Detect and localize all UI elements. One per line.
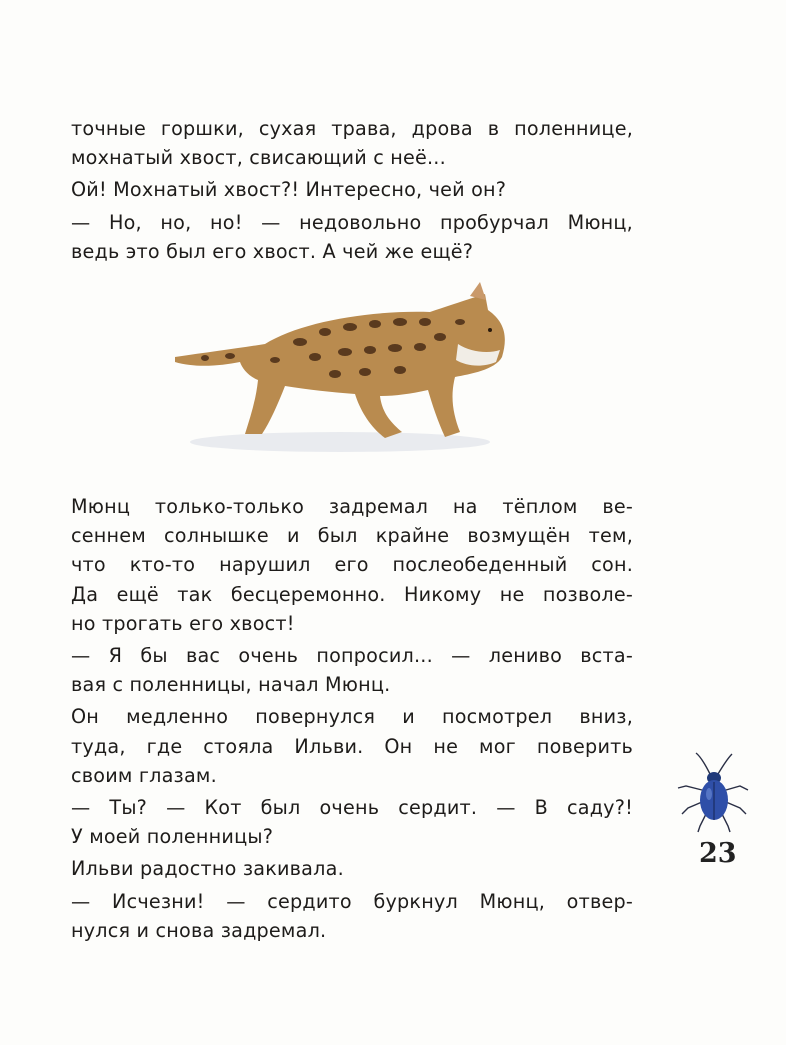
paragraph	[71, 854, 633, 883]
cat-eye	[488, 328, 492, 332]
cat-illustration	[170, 282, 520, 462]
page-number: 23	[699, 838, 737, 869]
text-line: — Я бы вас очень попросил... — лениво вста-	[71, 644, 633, 668]
cat-body	[175, 294, 505, 438]
text-line: Ильви радостно закивала.	[71, 857, 344, 881]
text-line: туда, где стояла Ильви. Он не мог поверить	[71, 734, 633, 758]
text-block-top	[71, 114, 633, 269]
cat-ear	[470, 282, 486, 300]
text-line: — Но, но, но! — недовольно пробурчал Мюнц,	[71, 210, 633, 234]
text-line: Мюнц только-только задремал на тёплом ве-	[71, 495, 633, 518]
text-line: Он медленно повернулся и посмотрел вниз,	[71, 705, 633, 729]
text-line: вая с поленницы, начал Мюнц.	[71, 673, 391, 697]
paragraph	[71, 793, 633, 851]
text-line: У моей поленницы?	[71, 825, 274, 849]
text-line: Ой! Мохнатый хвост?! Интересно, чей он?	[71, 178, 507, 202]
text-line: что кто-то нарушил его послеобеденный сон.	[71, 553, 633, 577]
text-line: Да ещё так бесцеремонно. Никому не позволе-	[71, 582, 633, 606]
text-block-bottom	[71, 492, 633, 948]
text-line: своим глазам.	[71, 763, 217, 787]
paragraph	[71, 641, 633, 699]
paragraph	[71, 887, 633, 945]
paragraph	[71, 702, 633, 790]
paragraph	[71, 175, 633, 204]
text-line: нулся и снова задремал.	[71, 918, 327, 942]
text-line: сеннем солнышке и был крайне возмущён тем,	[71, 524, 633, 548]
text-line: мохнатый хвост, свисающий с неё...	[71, 146, 446, 170]
paragraph	[71, 492, 633, 638]
text-line: точные горшки, сухая трава, дрова в поленнице,	[71, 117, 633, 140]
text-line: но трогать его хвост!	[71, 611, 295, 635]
paragraph	[71, 114, 633, 172]
text-line: — Ты? — Кот был очень сердит. — В саду?!	[71, 796, 633, 820]
beetle-icon	[674, 752, 754, 834]
text-line: — Исчезни! — сердито буркнул Мюнц, отвер-	[71, 889, 633, 913]
text-line: ведь это был его хвост. А чей же ещё?	[71, 239, 474, 263]
paragraph	[71, 208, 633, 266]
